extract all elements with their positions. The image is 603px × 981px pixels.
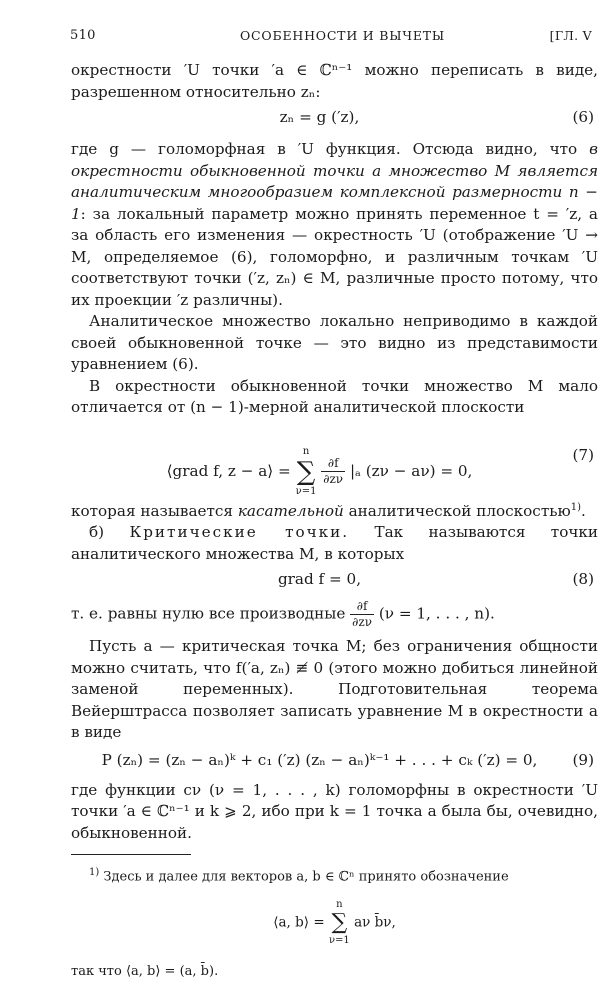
sum-symbol: n ∑ ν=1 [295, 445, 317, 497]
equation-6-formula: zₙ = g (′z), [279, 108, 360, 126]
sum-upper-limit: n [302, 445, 310, 457]
item-label: б) [89, 523, 130, 542]
equation-9 [71, 748, 598, 776]
page-number: 510 [70, 28, 96, 43]
footnote-divider [71, 854, 191, 855]
derivative-fraction [350, 599, 374, 630]
footnote-marker: 1) [89, 867, 100, 879]
paragraph-3: Аналитическое множество локально неприводимо в каждой своей обыкновенной точке — это видно из представимости уравнением (6). [71, 312, 598, 373]
footnote-last-line: так что ⟨a, b⟩ = (a, b̄). [71, 964, 219, 980]
equation-8 [71, 567, 598, 593]
footnote-sum-upper: n [336, 899, 343, 911]
paragraph-5-start: которая называется [71, 501, 238, 520]
paragraph-7-end: (ν = 1, . . . , n). [374, 604, 495, 623]
equation-7-number: (7) [572, 445, 594, 464]
footnote-eq-right: aν b̄ν, [354, 914, 396, 931]
footnote-sum-symbol: n ∑ ν=1 [328, 899, 350, 947]
paragraph-4: В окрестности обыкновенной точки множество M мало отличается от (n − 1)-мерной аналитической плоскости [71, 376, 598, 416]
section-title: ОСОБЕННОСТИ И ВЫЧЕТЫ [240, 28, 445, 43]
paragraph-2 [71, 139, 598, 311]
footnote-equation [71, 898, 598, 948]
paragraph-2-start: где g — голоморфная в ′U функция. Отсюда видно, что [71, 140, 590, 158]
paragraph-2-italic: в окрестности обыкновенной точки a множество M является аналитическим многообразием комплексной размерности n − 1 [71, 140, 598, 223]
footnote-ref: 1) [570, 501, 581, 513]
paragraph-5-end: . [580, 501, 586, 520]
paragraph-7-start: т. е. равны нулю все производные [71, 604, 351, 623]
equation-9-formula: P (zₙ) = (zₙ − aₙ)ᵏ + c₁ (′z) (zₙ − aₙ)ᵏ⁻¹ + . . . + cₖ (′z) = 0, [101, 750, 538, 769]
footnote-eq-left: ⟨a, b⟩ = [273, 914, 325, 931]
paragraph-6-rest: Так называются точки аналитического множества M, в которых [71, 523, 598, 563]
equation-6-number: (6) [572, 108, 594, 126]
main-text [71, 60, 598, 981]
running-header [70, 28, 600, 48]
equation-9-number: (9) [572, 750, 594, 769]
sum-lower-limit: ν=1 [295, 485, 317, 497]
paragraph-7 [71, 599, 598, 630]
footnote-text: Здесь и далее для векторов a, b ∈ ℂⁿ принято обозначение [99, 869, 509, 885]
equation-7-formula [71, 445, 568, 499]
equation-7-right: |ₐ (zν − aν) = 0, [349, 461, 473, 480]
fraction-numerator: ∂f [321, 456, 345, 472]
item-heading: Критические точки. [129, 523, 350, 542]
paragraph-5-mid: аналитической плоскостью [343, 501, 571, 520]
paragraph-6 [71, 522, 598, 565]
fraction-denominator: ∂zν [352, 615, 372, 630]
footnote [71, 863, 598, 981]
paragraph-5 [71, 497, 598, 523]
fraction-denominator: ∂zν [323, 472, 344, 486]
paragraph-5-italic: касательной [237, 501, 344, 520]
partial-derivative-fraction [321, 456, 345, 487]
paragraph-8: Пусть a — критическая точка M; без ограничения общности можно считать, что f(′a, zₙ) ≢ 0 (этого можно добиться линейной заменой переменных). Подготовительная теорема Вейерштрасса позволяет записать уравнение M в окрестности a в виде [71, 637, 598, 742]
paragraph-1: окрестности ′U точки ′a ∈ ℂⁿ⁻¹ можно переписать в виде, разрешенном относительно zₙ: [71, 61, 598, 101]
footnote-sum-lower: ν=1 [328, 935, 350, 947]
fraction-numerator: ∂f [350, 599, 374, 615]
equation-7 [71, 425, 598, 497]
equation-7-left: ⟨grad f, z − a⟩ = [166, 461, 291, 480]
chapter-label: [ГЛ. V [549, 28, 592, 43]
paragraph-2-end: : за локальный параметр можно принять переменное t = ′z, а за область его изменения — окрестность ′U (отображение ′U → M, определяемое (6), голоморфно, и различным точкам ′U соответствуют точки (′z, zₙ) ∈ M, различные просто потому, что их проекции ′z различны). [71, 204, 598, 309]
equation-6 [71, 105, 598, 131]
paragraph-9: где функции cν (ν = 1, . . . , k) голоморфны в окрестности ′U точки ′a ∈ ℂⁿ⁻¹ и k ⩾ 2, ибо при k = 1 точка a была бы, очевидно, обыкновенной. [71, 780, 598, 842]
equation-8-number: (8) [572, 570, 594, 589]
equation-8-formula: grad f = 0, [277, 570, 362, 589]
